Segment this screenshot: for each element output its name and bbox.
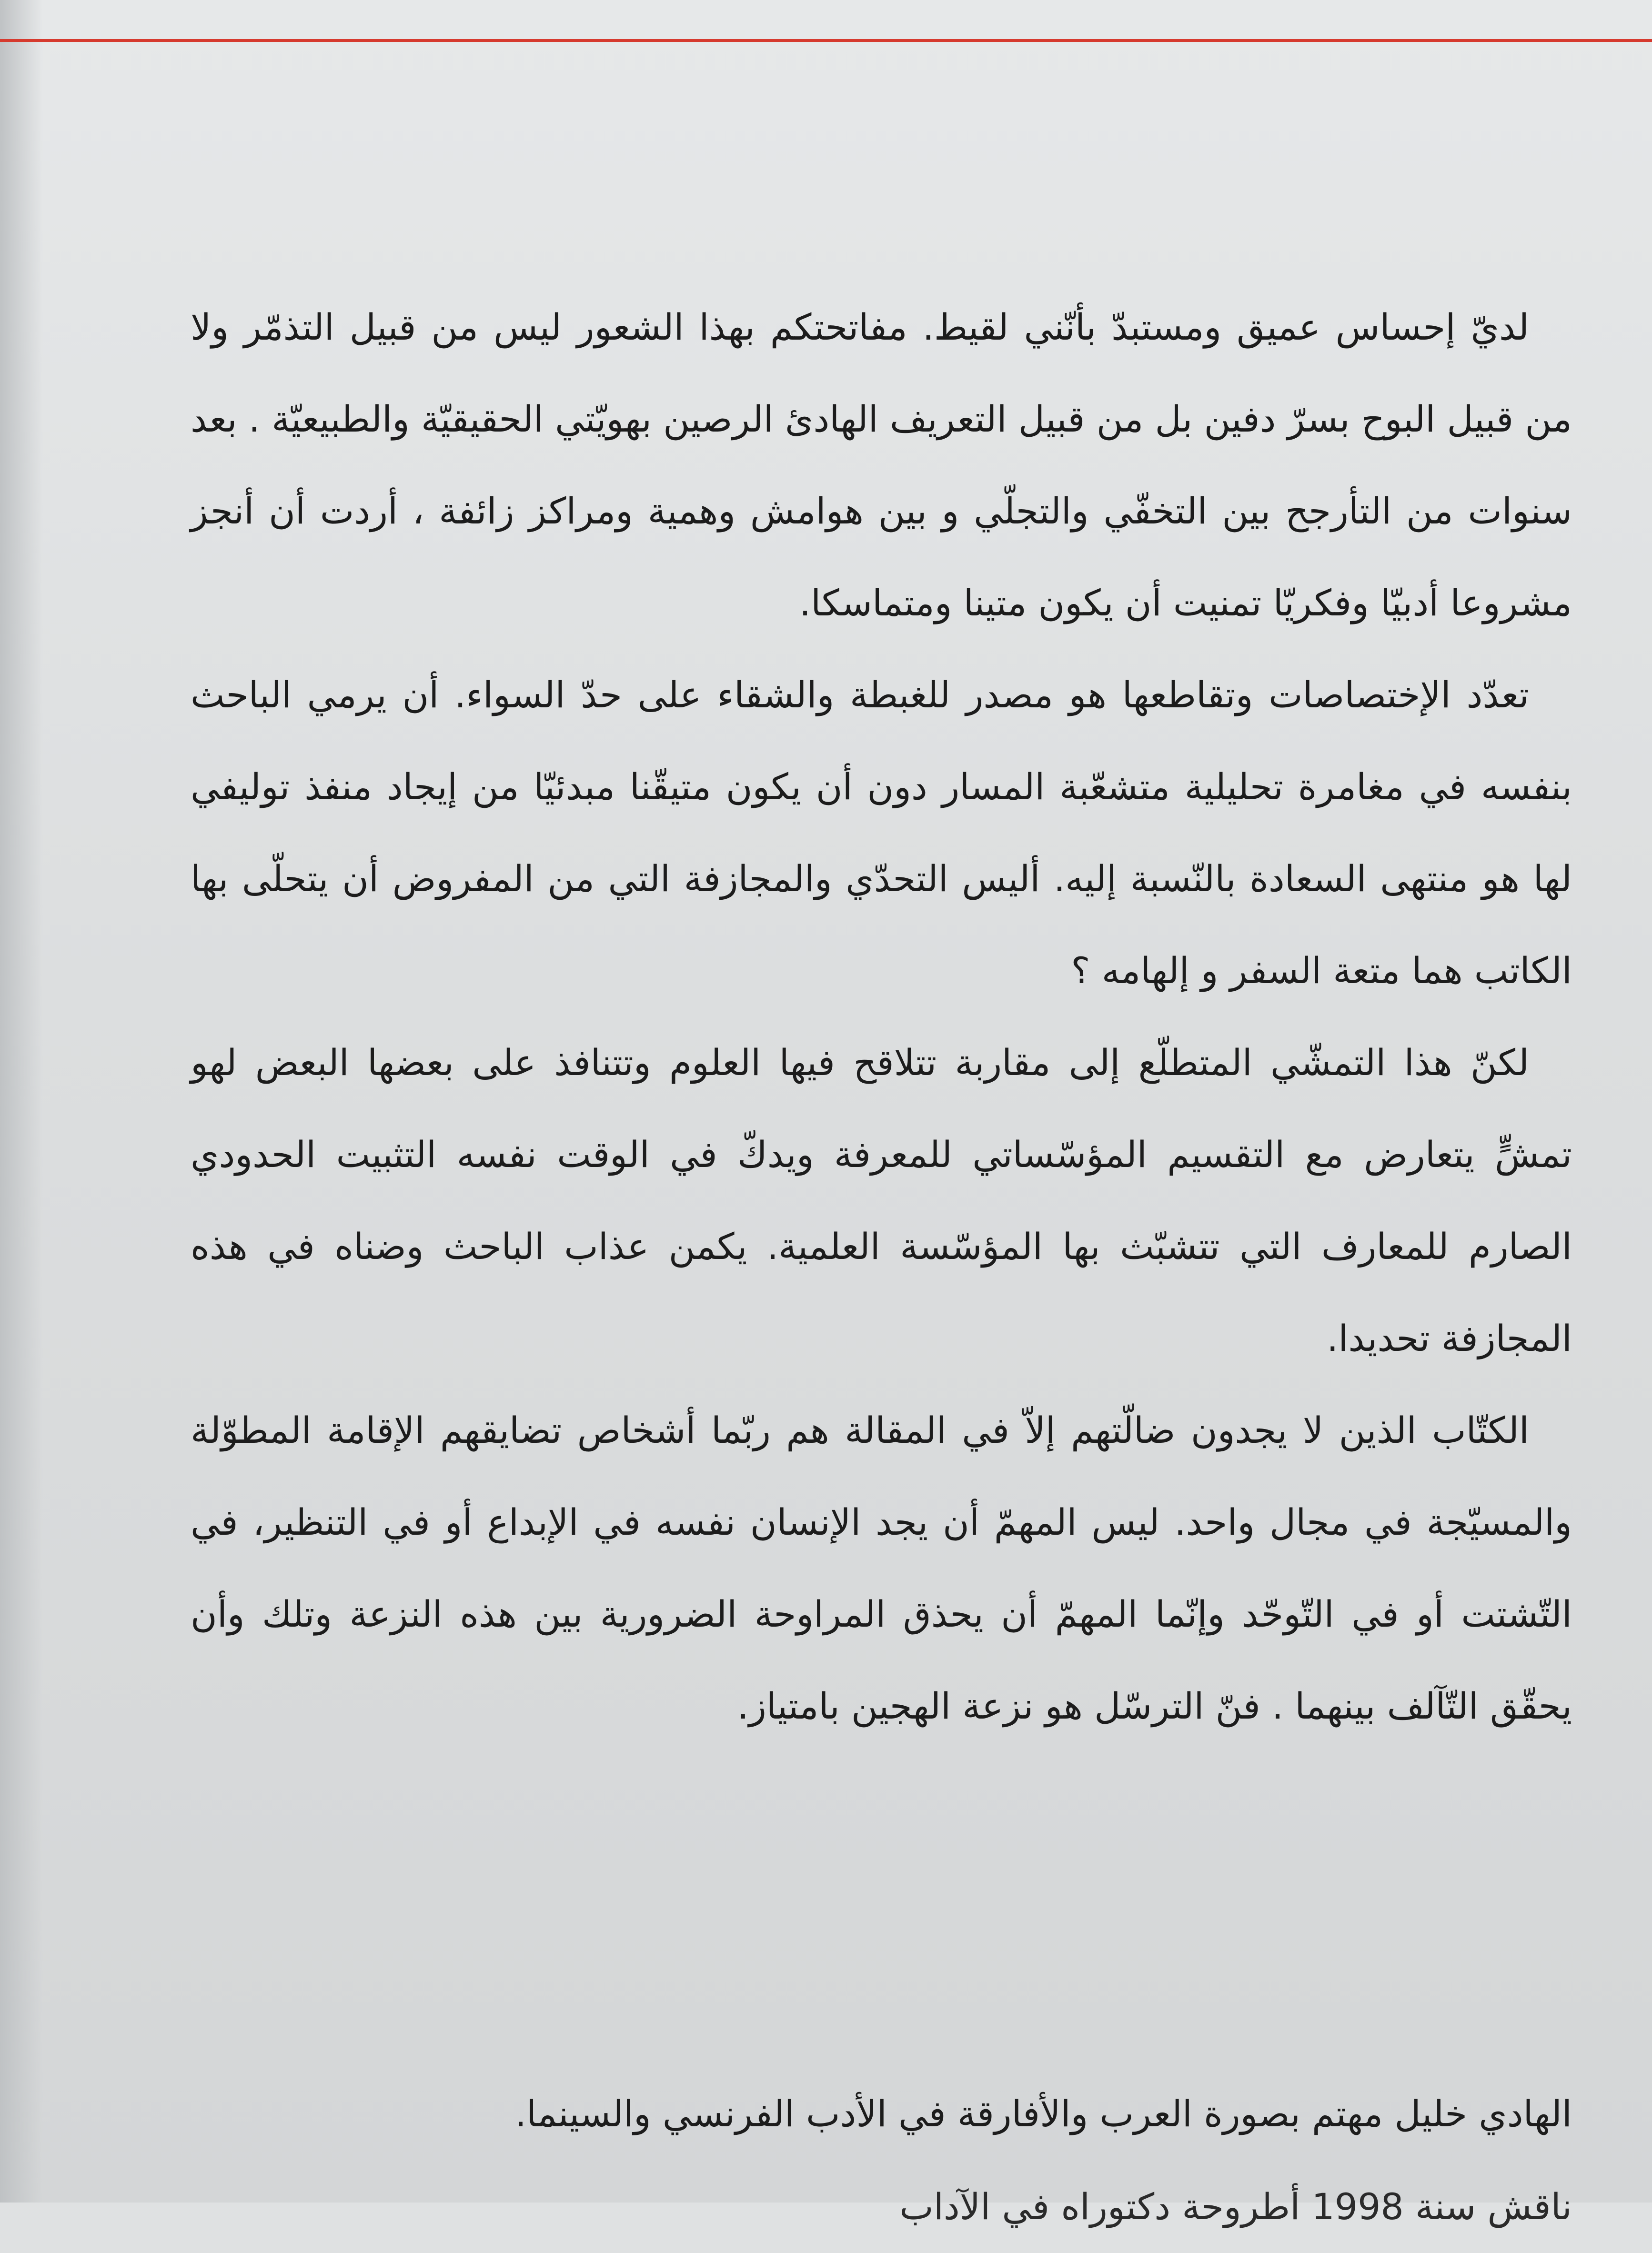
paragraph-2: تعدّد الإختصاصات وتقاطعها هو مصدر للغبطة والشقاء على حدّ السواء. أن يرمي الباحث بنفسه في مغامرة تحليلية متشعّبة المسار دون أن يكون متيقّنا مبدئيّا من إيجاد منفذ توليفي لها هو منتهى السعادة بالنّسبة إليه. أليس التحدّي والمجازفة التي من المفروض أن يتحلّى بها الكاتب هما متعة السفر و إلهامه ؟ xyxy=(191,674,1572,992)
body-text xyxy=(191,281,1572,1752)
paragraph-4: الكتّاب الذين لا يجدون ضالّتهم إلاّ في المقالة هم ربّما أشخاص تضايقهم الإقامة المطوّلة والمسيّجة في مجال واحد. ليس المهمّ أن يجد الإنسان نفسه في الإبداع أو في التنظير، في التّشتت أو في التّوحّد وإنّما المهمّ أن يحذق المراوحة الضرورية بين هذه النزعة وتلك وأن يحقّق التّآلف بينهما . فنّ الترسّل هو نزعة الهجين بامتياز. xyxy=(191,1409,1572,1727)
paragraph-1: لديّ إحساس عميق ومستبدّ بأنّني لقيط. مفاتحتكم بهذا الشعور ليس من قبيل التذمّر ولا من قبيل البوح بسرّ دفين بل من قبيل التعريف الهادئ الرصين بهويّتي الحقيقيّة والطبيعيّة . بعد سنوات من التأرجح بين التخفّي والتجلّي و بين هوامش وهمية ومراكز زائفة ، أردت أن أنجز مشروعا أدبيّا وفكريّا تمنيت أن يكون متينا ومتماسكا. xyxy=(191,306,1572,624)
page-edge-shadow xyxy=(0,0,43,2203)
author-bio-line-2: ناقش سنة 1998 أطروحة دكتوراه في الآداب xyxy=(899,2185,1572,2228)
author-bio xyxy=(191,2067,1572,2253)
author-bio-line-1: الهادي خليل مهتم بصورة العرب والأفارقة في الأدب الفرنسي والسينما. xyxy=(514,2092,1572,2135)
paragraph-3: لكنّ هذا التمشّي المتطلّع إلى مقاربة تتلاقح فيها العلوم وتتنافذ على بعضها البعض لهو تمشٍّ يتعارض مع التقسيم المؤسّساتي للمعرفة ويدكّ في الوقت نفسه التثبيت الحدودي الصارم للمعارف التي تتشبّث بها المؤسّسة العلمية. يكمن عذاب الباحث وضناه في هذه المجازفة تحديدا. xyxy=(191,1041,1572,1359)
header-red-rule xyxy=(0,39,1652,42)
